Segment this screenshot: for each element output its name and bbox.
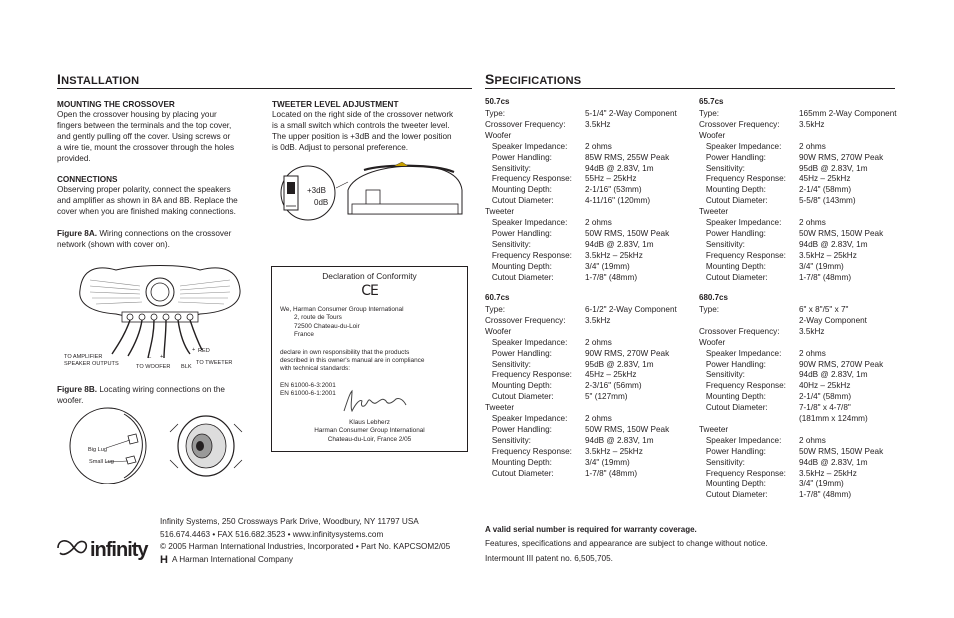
spec-value: 2 ohms [799, 218, 826, 227]
installation-rule [57, 88, 472, 89]
spec-value: 2-1/4" (58mm) [799, 185, 852, 195]
spec-label: Sensitivity: [699, 370, 745, 380]
spec-value: 5" (127mm) [585, 392, 628, 402]
spec-label: Mounting Depth: [485, 185, 552, 195]
spec-label: Mounting Depth: [699, 392, 766, 402]
spec-value: 95dB @ 2.83V, 1m [585, 359, 654, 369]
spec-value: 3.5kHz – 25kHz [799, 250, 857, 260]
spec-label: Sensitivity: [485, 239, 531, 249]
figure-8b-caption: Figure 8B. Locating wiring connections on the woofer. [57, 385, 225, 405]
spec-label: Mounting Depth: [699, 261, 766, 271]
change-notice: Features, specifications and appearance are subject to change without notice. [485, 539, 768, 548]
signature [340, 389, 410, 415]
spec-value: 50W RMS, 150W Peak [585, 424, 670, 434]
tweeter-level-section [272, 100, 472, 153]
spec-label: Cutout Diameter: [699, 490, 768, 500]
spec-value: 6-1/2" 2-Way Component [585, 305, 677, 314]
spec-value: 90W RMS, 270W Peak [799, 152, 884, 162]
spec-label: Tweeter [699, 207, 729, 217]
spec-value: 2 ohms [799, 435, 826, 445]
woofer-figure [66, 406, 256, 484]
spec-label: Cutout Diameter: [485, 468, 554, 478]
spec-label: Power Handling: [699, 359, 766, 369]
mounting-section [57, 100, 262, 250]
spec-value: 7-1/8" x 4-7/8" [799, 403, 851, 413]
connections-title: CONNECTIONS [57, 175, 118, 184]
spec-value: 6" x 8"/5" x 7" [799, 305, 849, 314]
blk-label: BLK [181, 364, 192, 370]
spec-value: 40Hz – 25kHz [799, 381, 851, 391]
tweeter-switch-figure [274, 160, 466, 224]
spec-label: Tweeter [485, 403, 515, 413]
spec-model-name: 65.7cs [699, 97, 724, 106]
spec-value: 50W RMS, 150W Peak [585, 228, 670, 238]
spec-label: Power Handling: [699, 152, 766, 162]
specifications-rule [485, 88, 895, 89]
specifications-heading: SPECIFICATIONS [485, 71, 582, 87]
spec-label: Power Handling: [485, 228, 552, 238]
spec-value: 45Hz – 25kHz [799, 174, 851, 184]
spec-value: 50W RMS, 150W Peak [799, 228, 884, 238]
spec-value: 3/4" (19mm) [585, 457, 630, 467]
spec-value: 165mm 2-Way Component [799, 109, 897, 118]
spec-value: 2 ohms [799, 141, 826, 151]
spec-value: 5-1/4" 2-Way Component [585, 109, 677, 118]
spec-label: Speaker Impedance: [485, 337, 568, 347]
spec-value: 50W RMS, 150W Peak [799, 446, 884, 456]
spec-label: Woofer [485, 130, 512, 140]
spec-label: Mounting Depth: [485, 457, 552, 467]
spec-label: Cutout Diameter: [485, 196, 554, 206]
to-amplifier-label: TO AMPLIFIER SPEAKER OUTPUTS [64, 354, 119, 367]
declaration-address: We, Harman Consumer Group International 2, route de Tours 72500 Chateau-du-Loir France [280, 306, 404, 339]
infinity-logo [56, 531, 156, 565]
harman-line: H A Harman International Company [160, 553, 294, 566]
spec-label: Speaker Impedance: [699, 435, 782, 445]
spec-value: 94dB @ 2.83V, 1m [585, 163, 654, 173]
spec-label: Frequency Response: [699, 250, 786, 260]
spec-value: 2-1/16" (53mm) [585, 185, 642, 195]
spec-label: Crossover Frequency: [485, 119, 566, 129]
spec-value: 3.5kHz [585, 119, 611, 129]
spec-value: 94dB @ 2.83V, 1m [799, 457, 868, 467]
spec-label: Crossover Frequency: [485, 315, 566, 325]
big-lug-label: Big Lug [88, 447, 107, 453]
mounting-title: MOUNTING THE CROSSOVER [57, 100, 175, 109]
spec-model-name: 680.7cs [699, 293, 728, 302]
spec-label: Power Handling: [699, 446, 766, 456]
small-lug-label: Small Lug [89, 459, 114, 465]
spec-value: 2 ohms [799, 348, 826, 358]
infinity-logo-text: infinity [90, 539, 148, 561]
plus-label: + [160, 354, 164, 360]
spec-value: 1-7/8" (48mm) [585, 468, 638, 478]
declaration-standards: EN 61000-6-3:2001 EN 61000-6-1:2001 [280, 381, 336, 398]
spec-value: 3.5kHz [585, 315, 611, 325]
figure-8a-caption: Figure 8A. Wiring connections on the crossover network (shown with cover on). [57, 229, 232, 249]
spec-model-name: 60.7cs [485, 293, 510, 302]
switch-0db-label: 0dB [314, 198, 329, 207]
installation-heading: INSTALLATION [57, 71, 140, 87]
spec-label: Mounting Depth: [699, 185, 766, 195]
spec-label: Crossover Frequency: [699, 326, 780, 336]
declaration-statement: declare in own responsibility that the products described in this owner's manual are in compliance with technical standards: [280, 348, 425, 373]
spec-value: 3.5kHz [799, 326, 825, 336]
minus-label: – [148, 355, 152, 361]
harman-logo-icon: H [160, 553, 168, 566]
spec-label: Frequency Response: [699, 174, 786, 184]
spec-label: Speaker Impedance: [485, 414, 568, 423]
spec-value: 3.5kHz – 25kHz [585, 446, 643, 456]
spec-label: Type: [485, 109, 506, 118]
patent-note: Intermount III patent no. 6,505,705. [485, 554, 613, 563]
to-tweeter-label: TO TWEETER [196, 360, 233, 366]
to-woofer-label: TO WOOFER [136, 364, 171, 370]
spec-value: (181mm x 124mm) [799, 414, 868, 423]
spec-value: 3.5kHz [799, 119, 825, 129]
spec-label: Speaker Impedance: [699, 218, 782, 227]
plus-label-red: + [192, 347, 196, 353]
spec-label: Power Handling: [699, 228, 766, 238]
spec-value: 55Hz – 25kHz [585, 174, 637, 184]
spec-label: Power Handling: [485, 152, 552, 162]
spec-value: 94dB @ 2.83V, 1m [585, 239, 654, 249]
spec-label: Cutout Diameter: [699, 403, 768, 413]
mounting-text: Open the crossover housing by placing your fingers between the terminals and the top cover, and gently pulling off the cover. Using screws or a wire tie, mount the crossover through the holes provided. [57, 110, 235, 163]
spec-label: Speaker Impedance: [485, 141, 568, 151]
spec-label: Frequency Response: [485, 250, 572, 260]
spec-value: 1-7/8" (48mm) [585, 272, 638, 282]
spec-label: Mounting Depth: [485, 261, 552, 271]
spec-value: 3/4" (19mm) [799, 479, 844, 489]
spec-value: 3.5kHz – 25kHz [799, 468, 857, 478]
spec-label: Tweeter [699, 424, 729, 434]
spec-label: Mounting Depth: [699, 479, 766, 489]
spec-label: Frequency Response: [699, 468, 786, 478]
spec-label: Cutout Diameter: [485, 272, 554, 282]
spec-label: Sensitivity: [485, 359, 531, 369]
declaration-title: Declaration of Conformity [322, 271, 417, 281]
spec-value: 2-Way Component [799, 315, 867, 325]
spec-label: Speaker Impedance: [699, 141, 782, 151]
spec-value: 94dB @ 2.83V, 1m [585, 435, 654, 445]
tweeter-level-text: Located on the right side of the crossover network is a small switch which controls the tweeter level. The upper position is +3dB and the lower position is 0dB. Adjust to personal preference. [272, 110, 454, 152]
spec-value: 1-7/8" (48mm) [799, 272, 852, 282]
spec-label: Cutout Diameter: [699, 196, 768, 206]
spec-value: 85W RMS, 255W Peak [585, 152, 670, 162]
spec-label: Frequency Response: [485, 370, 572, 380]
tweeter-level-title: TWEETER LEVEL ADJUSTMENT [272, 100, 399, 109]
spec-value: 1-7/8" (48mm) [799, 490, 852, 500]
spec-value: 3/4" (19mm) [799, 261, 844, 271]
spec-value: 90W RMS, 270W Peak [585, 348, 670, 358]
spec-label: Sensitivity: [699, 163, 745, 173]
spec-label: Speaker Impedance: [699, 348, 782, 358]
spec-value: 4-11/16" (120mm) [585, 196, 651, 206]
spec-label: Cutout Diameter: [699, 272, 768, 282]
spec-label: Woofer [485, 326, 512, 336]
spec-label: Type: [485, 305, 506, 314]
spec-value: 2 ohms [585, 141, 612, 151]
spec-value: 2 ohms [585, 218, 612, 227]
spec-label: Sensitivity: [485, 163, 531, 173]
spec-value: 94dB @ 2.83V, 1m [799, 370, 868, 380]
spec-value: 3.5kHz – 25kHz [585, 250, 643, 260]
spec-value: 94dB @ 2.83V, 1m [799, 239, 868, 249]
spec-label: Speaker Impedance: [485, 218, 568, 227]
spec-label: Mounting Depth: [485, 381, 552, 391]
spec-label: Sensitivity: [485, 435, 531, 445]
spec-label: Frequency Response: [699, 381, 786, 391]
spec-value: 3/4" (19mm) [585, 261, 630, 271]
spec-value: 2 ohms [585, 414, 612, 423]
spec-label: Frequency Response: [485, 174, 572, 184]
ce-mark: CE [361, 283, 378, 299]
spec-model-name: 50.7cs [485, 97, 510, 106]
spec-value: 2 ohms [585, 337, 612, 347]
warranty-note: A valid serial number is required for warranty coverage. [485, 525, 697, 534]
spec-value: 2-3/16" (56mm) [585, 381, 642, 391]
footer-address-block: Infinity Systems, 250 Crossways Park Drive, Woodbury, NY 11797 USA 516.674.4463 • FAX 516.682.3523 • www.infinitysystems.com © 2005 Harman International Industries, Incorporated • Part No. KAPCSOM2/05 H A Harman International Company [160, 517, 451, 566]
spec-value: 90W RMS, 270W Peak [799, 359, 884, 369]
spec-label: Type: [699, 109, 720, 118]
spec-label: Sensitivity: [699, 239, 745, 249]
spec-value: 95dB @ 2.83V, 1m [799, 163, 868, 173]
spec-label: Sensitivity: [699, 457, 745, 467]
spec-label: Type: [699, 305, 720, 314]
declaration-signer: Klaus Lebherz Harman Consumer Group International Chateau-du-Loir, France 2/05 [314, 419, 425, 443]
spec-label: Power Handling: [485, 424, 552, 434]
spec-label: Tweeter [485, 207, 515, 217]
red-label: RED [198, 348, 210, 354]
spec-label: Frequency Response: [485, 446, 572, 456]
switch-plus3db-label: +3dB [307, 186, 326, 195]
spec-value: 5-5/8" (143mm) [799, 196, 856, 206]
spec-label: Woofer [699, 130, 726, 140]
declaration-box [271, 266, 468, 452]
spec-value: 2-1/4" (58mm) [799, 392, 852, 402]
spec-label: Woofer [699, 337, 726, 347]
spec-label: Power Handling: [485, 348, 552, 358]
spec-label: Crossover Frequency: [699, 119, 780, 129]
spec-value: 45Hz – 25kHz [585, 370, 637, 380]
connections-text: Observing proper polarity, connect the speakers and amplifier as shown in 8A and 8B. Replace the cover when you are finished making connections. [57, 185, 238, 216]
spec-label: Cutout Diameter: [485, 392, 554, 402]
